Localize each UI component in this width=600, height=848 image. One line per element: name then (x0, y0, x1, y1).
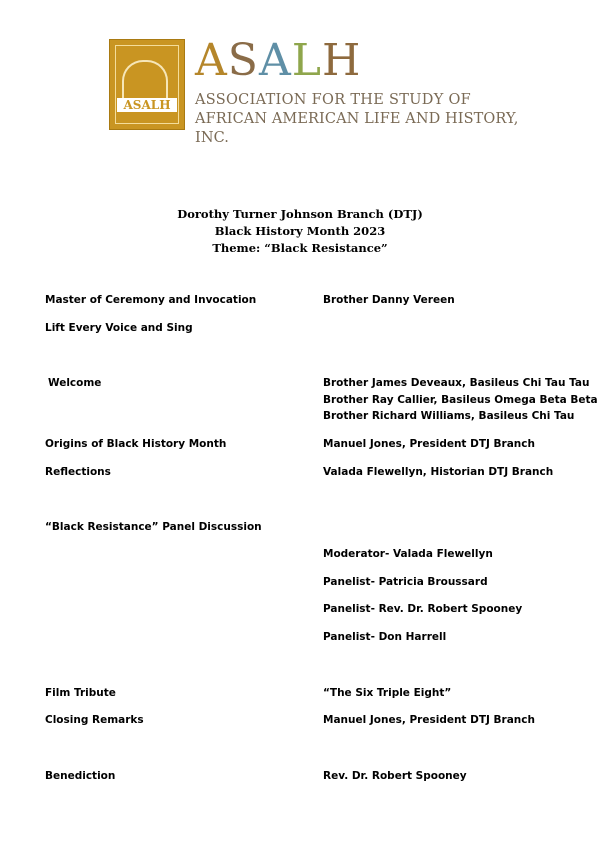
program-item-person: Panelist- Rev. Dr. Robert Spooney (323, 603, 523, 615)
program-item-label: Welcome (48, 377, 102, 389)
heading-event: Black History Month 2023 (214, 224, 386, 238)
program-item-label: Reflections (45, 466, 111, 478)
program-item-person: Rev. Dr. Robert Spooney (323, 770, 467, 782)
program-item-person: “The Six Triple Eight” (323, 687, 452, 699)
program-item-label: Lift Every Voice and Sing (45, 322, 193, 334)
program-item-person: Panelist- Patricia Broussard (323, 576, 488, 588)
program-heading (0, 206, 600, 257)
program-item-label: Origins of Black History Month (45, 438, 227, 450)
program-item-label: Closing Remarks (45, 714, 144, 726)
tagline-line-1: ASSOCIATION FOR THE STUDY OF (195, 92, 472, 108)
program-item-person: Brother James Deveaux, Basileus Chi Tau Tau (323, 377, 590, 389)
seal-text: ASALH (123, 98, 171, 112)
tagline-line-2: AFRICAN AMERICAN LIFE AND HISTORY, INC. (195, 111, 519, 146)
brand-wordmark: ASALH (195, 35, 362, 86)
program-item-label: Master of Ceremony and Invocation (45, 294, 257, 306)
program-item-person: Manuel Jones, President DTJ Branch (323, 438, 535, 450)
asalh-logo (109, 35, 519, 146)
program-item-person: Brother Ray Callier, Basileus Omega Beta Beta (323, 394, 598, 406)
heading-branch: Dorothy Turner Johnson Branch (DTJ) (177, 207, 423, 221)
heading-theme: Theme: “Black Resistance” (212, 241, 388, 255)
program-item-person: Brother Richard Williams, Basileus Chi Tau (323, 410, 575, 422)
program-item-label: Film Tribute (45, 687, 116, 699)
program-item-person: Brother Danny Vereen (323, 294, 455, 306)
program-item-person: Panelist- Don Harrell (323, 631, 447, 643)
program-item-label: “Black Resistance” Panel Discussion (45, 521, 262, 533)
program-item-label: Benediction (45, 770, 116, 782)
program-item-person: Moderator- Valada Flewellyn (323, 548, 493, 560)
asalh-seal-emblem (109, 39, 185, 130)
program-item-person: Valada Flewellyn, Historian DTJ Branch (323, 466, 554, 478)
program-item-person: Manuel Jones, President DTJ Branch (323, 714, 535, 726)
brand-tagline (195, 91, 519, 148)
